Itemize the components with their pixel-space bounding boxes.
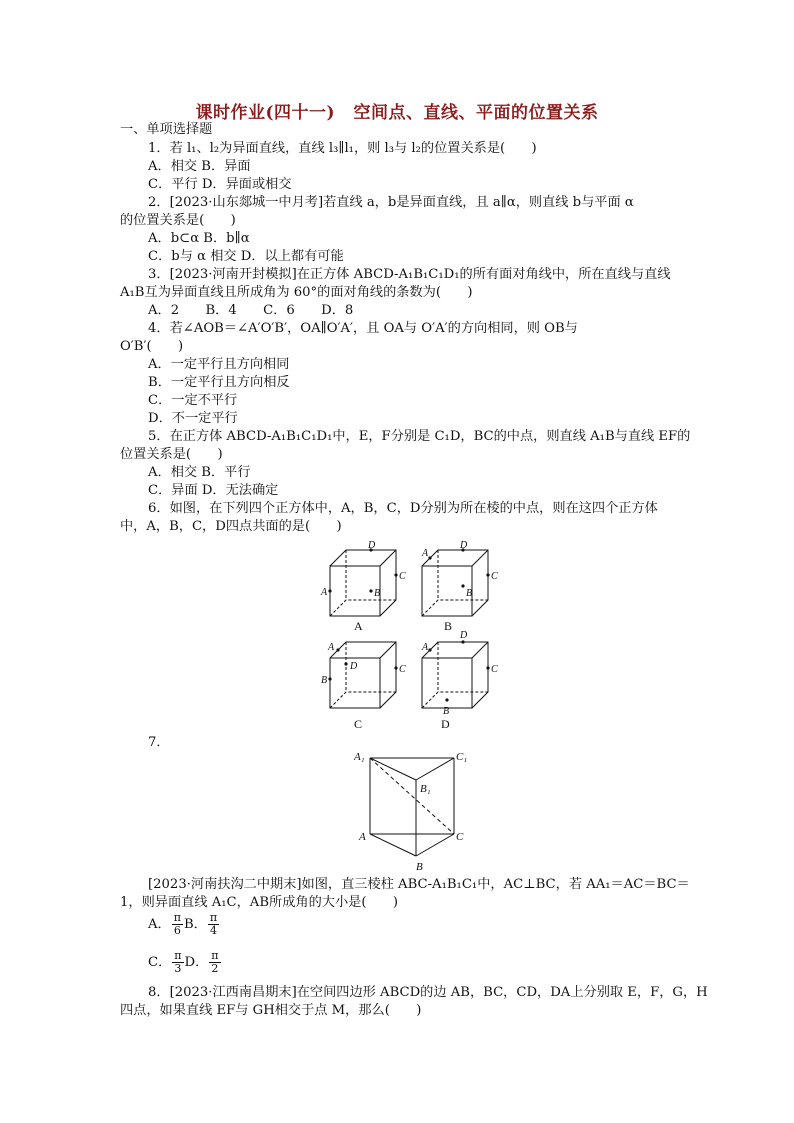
question-3: 3．[2023·河南开封模拟]在正方体 ABCD-A₁B₁C₁D₁的所有面对角线中，所在直线与直线	[148, 267, 671, 282]
page-title	[0, 98, 794, 123]
cube-d-label-d: D	[460, 630, 468, 641]
option-b-caption: B	[444, 619, 453, 633]
title-sub: 空间点、直线、平面的位置关系	[353, 103, 599, 123]
question-2-cont: 的位置关系是( )	[120, 213, 236, 228]
question-6: 6．如图，在下列四个正方体中，A，B，C，D分别为所在棱的中点，则在这四个正方体	[148, 501, 658, 516]
q7-options-cd	[148, 950, 222, 975]
question-4-cont: O′B′( )	[120, 339, 184, 354]
cube-c-label-d: D	[350, 661, 358, 672]
question-7: [2023·河南扶沟二中期末]如图，直三棱柱 ABC-A₁B₁C₁中，AC⊥BC，若 AA₁＝AC＝BC＝	[148, 877, 690, 892]
cube-a	[330, 550, 396, 616]
cubes-svg	[310, 538, 510, 734]
cubes-figure	[310, 538, 510, 738]
question-5: 5．在正方体 ABCD-A₁B₁C₁D₁中，E，F分别是 C₁D，BC的中点，则直线 A₁B与直线 EF的	[148, 429, 691, 444]
prism-label-b1: B₁	[420, 783, 431, 795]
q4-option-b: B．一定平行且方向相反	[148, 375, 290, 390]
fraction-pi-6	[172, 912, 183, 937]
fraction-pi-4	[208, 912, 219, 937]
fraction-pi-2	[209, 950, 220, 975]
prism-svg	[350, 746, 480, 874]
q7-option-d-label: D．	[184, 955, 209, 970]
cube-a-label-c: C	[399, 571, 406, 582]
cube-d	[422, 642, 488, 708]
question-7-cont: 1，则异面直线 A₁C，AB所成角的大小是( )	[120, 895, 398, 910]
question-7-number: 7．	[148, 735, 170, 750]
q4-option-d: D．不一定平行	[148, 411, 238, 426]
cube-b-label-c: C	[491, 571, 498, 582]
option-d-caption: D	[441, 717, 450, 731]
prism-figure	[350, 746, 480, 878]
q1-options-ab: A．相交 B．异面	[148, 159, 251, 174]
q2-options-ab: A．b⊂α B．b∥α	[148, 231, 250, 246]
cube-c-label-c: C	[399, 664, 406, 675]
cube-c	[330, 642, 396, 708]
cube-c-label-b: B	[321, 675, 328, 686]
question-6-cont: 中，A，B，C，D四点共面的是( )	[120, 519, 342, 534]
cube-b	[422, 550, 488, 616]
q5-options-ab: A．相交 B．平行	[148, 465, 251, 480]
cube-b-label-b: B	[466, 588, 473, 599]
fraction-numerator: π	[174, 949, 182, 962]
q1-options-cd: C．平行 D．异面或相交	[148, 177, 292, 192]
question-8-cont: 四点，如果直线 EF与 GH相交于点 M，那么( )	[120, 1003, 422, 1018]
option-c-caption: C	[354, 717, 363, 731]
cube-a-label-a: A	[321, 587, 328, 598]
cube-d-label-c: C	[491, 664, 498, 675]
q7-option-b-label: B．	[183, 917, 207, 932]
prism-label-c1: C₁	[456, 751, 468, 763]
prism-label-c: C	[456, 831, 464, 843]
option-a-caption: A	[354, 619, 363, 633]
section-heading: 一、单项选择题	[120, 122, 213, 137]
fraction-denominator: 4	[209, 924, 217, 937]
q2-options-cd: C．b与 α 相交 D．以上都有可能	[148, 249, 344, 264]
q4-option-a: A．一定平行且方向相同	[148, 357, 290, 372]
fraction-denominator: 6	[173, 924, 181, 937]
q7-option-a-label: A．	[148, 917, 171, 932]
cube-b-label-a: A	[422, 548, 429, 559]
q7-option-c-label: C．	[148, 955, 172, 970]
fraction-numerator: π	[209, 911, 218, 924]
question-3-cont: A₁B互为异面直线且所成角为 60°的面对角线的条数为( )	[120, 285, 473, 300]
cube-d-label-b: B	[443, 706, 450, 717]
q3-options: A．2 B．4 C．6 D．8	[148, 303, 354, 318]
cube-d-label-a: A	[422, 642, 429, 653]
prism-label-b: B	[416, 861, 423, 873]
prism-label-a1: A₁	[354, 751, 365, 763]
fraction-denominator: 3	[174, 962, 182, 975]
q4-option-c: C．一定不平行	[148, 393, 238, 408]
cube-a-label-d: D	[368, 540, 376, 551]
fraction-numerator: π	[211, 949, 219, 962]
fraction-denominator: 2	[211, 962, 219, 975]
q7-options-ab	[148, 912, 220, 937]
cube-a-label-b: B	[374, 588, 381, 599]
prism-label-a: A	[359, 831, 366, 843]
title-main: 课时作业(四十一)	[195, 103, 336, 123]
cube-c-label-a: A	[328, 642, 335, 653]
question-5-cont: 位置关系是( )	[120, 447, 223, 462]
cube-b-label-d: D	[460, 540, 468, 551]
question-1: 1．若 l₁、l₂为异面直线，直线 l₃∥l₁，则 l₃与 l₂的位置关系是( )	[148, 141, 537, 156]
question-8: 8．[2023·江西南昌期末]在空间四边形 ABCD的边 AB，BC，CD，DA上分别取 E，F，G，H	[148, 985, 708, 1000]
fraction-numerator: π	[173, 911, 181, 924]
question-2: 2．[2023·山东郯城一中月考]若直线 a，b是异面直线，且 a∥α，则直线 b与平面 α	[148, 195, 634, 210]
q5-options-cd: C．异面 D．无法确定	[148, 483, 279, 498]
fraction-pi-3	[172, 950, 183, 975]
question-4: 4．若∠AOB＝∠A′O′B′，OA∥O′A′，且 OA与 O′A′的方向相同，则 OB与	[148, 321, 578, 336]
